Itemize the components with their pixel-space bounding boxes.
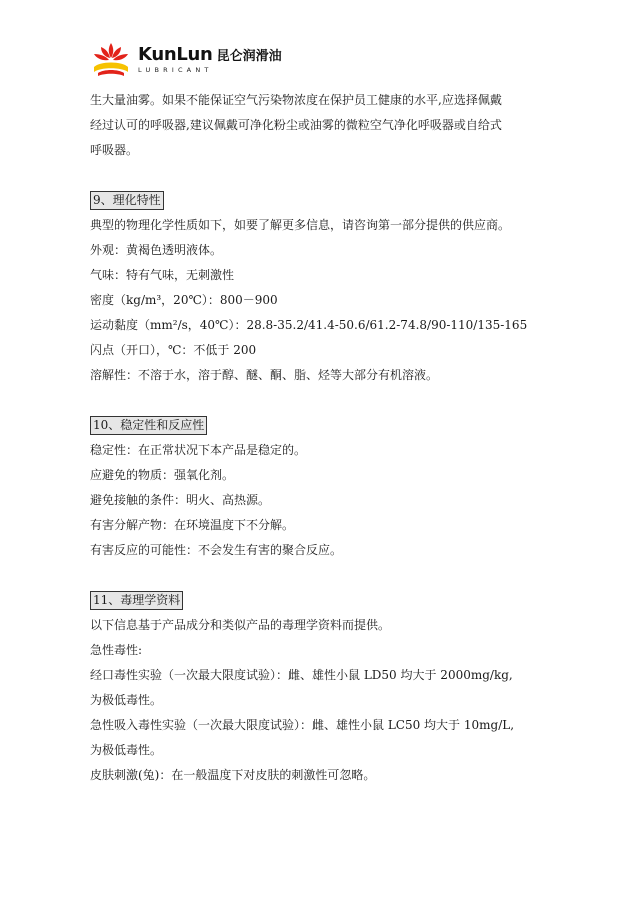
section-9-line: 密度（kg/m³，20℃）：800－900: [90, 293, 278, 307]
section-11-line: 经口毒性实验（一次最大限度试验）：雌、雄性小鼠 LD50 均大于 2000mg/kg,: [90, 668, 513, 682]
section-9-line: 溶解性：不溶于水，溶于醇、醚、酮、脂、烃等大部分有机溶液。: [90, 368, 439, 382]
kunlun-logo-icon: [90, 39, 132, 79]
brand-name-cn: 昆仑润滑油: [216, 49, 282, 64]
section-9-line: 外观：黄褐色透明液体。: [90, 243, 223, 257]
section-11-line: 为极低毒性。: [90, 743, 163, 757]
section-10-line: 避免接触的条件：明火、高热源。: [90, 493, 271, 507]
section-11-line: 急性吸入毒性实验（一次最大限度试验）：雌、雄性小鼠 LC50 均大于 10mg/L,: [90, 718, 515, 732]
section-11-line: 以下信息基于产品成分和类似产品的毒理学资料而提供。: [90, 618, 391, 632]
section-9-title: 9、理化特性: [90, 191, 164, 210]
section-9-line: 气味：特有气味，无刺激性: [90, 268, 235, 282]
intro-line: 呼吸器。: [90, 143, 139, 157]
section-11-line: 为极低毒性。: [90, 693, 163, 707]
section-10-line: 有害反应的可能性：不会发生有害的聚合反应。: [90, 543, 343, 557]
section-9-line: 闪点（开口），℃：不低于 200: [90, 343, 257, 357]
section-9-line: 典型的物理化学性质如下，如要了解更多信息，请咨询第一部分提供的供应商。: [90, 218, 511, 232]
intro-line: 经过认可的呼吸器,建议佩戴可净化粉尘或油雾的微粒空气净化呼吸器或自给式: [90, 118, 502, 132]
section-10-title: 10、稳定性和反应性: [90, 416, 207, 435]
brand-name-en: KunLun: [138, 44, 213, 65]
section-11-title: 11、毒理学资料: [90, 591, 183, 610]
brand-block: [138, 44, 282, 74]
section-10-line: 稳定性：在正常状况下本产品是稳定的。: [90, 443, 307, 457]
section-11-line: 皮肤刺激(兔)：在一般温度下对皮肤的刺激性可忽略。: [90, 768, 376, 782]
page-header: [90, 38, 282, 80]
section-10-line: 应避免的物质：强氧化剂。: [90, 468, 235, 482]
section-10-line: 有害分解产物：在环境温度下不分解。: [90, 518, 295, 532]
brand-subtitle: LUBRICANT: [138, 66, 213, 74]
section-11-line: 急性毒性:: [90, 643, 143, 657]
intro-line: 生大量油雾。如果不能保证空气污染物浓度在保护员工健康的水平,应选择佩戴: [90, 93, 502, 107]
document-body: [90, 88, 550, 788]
section-9-line: 运动黏度（mm²/s，40℃）：28.8-35.2/41.4-50.6/61.2-74.8/90-110/135-165: [90, 318, 528, 332]
